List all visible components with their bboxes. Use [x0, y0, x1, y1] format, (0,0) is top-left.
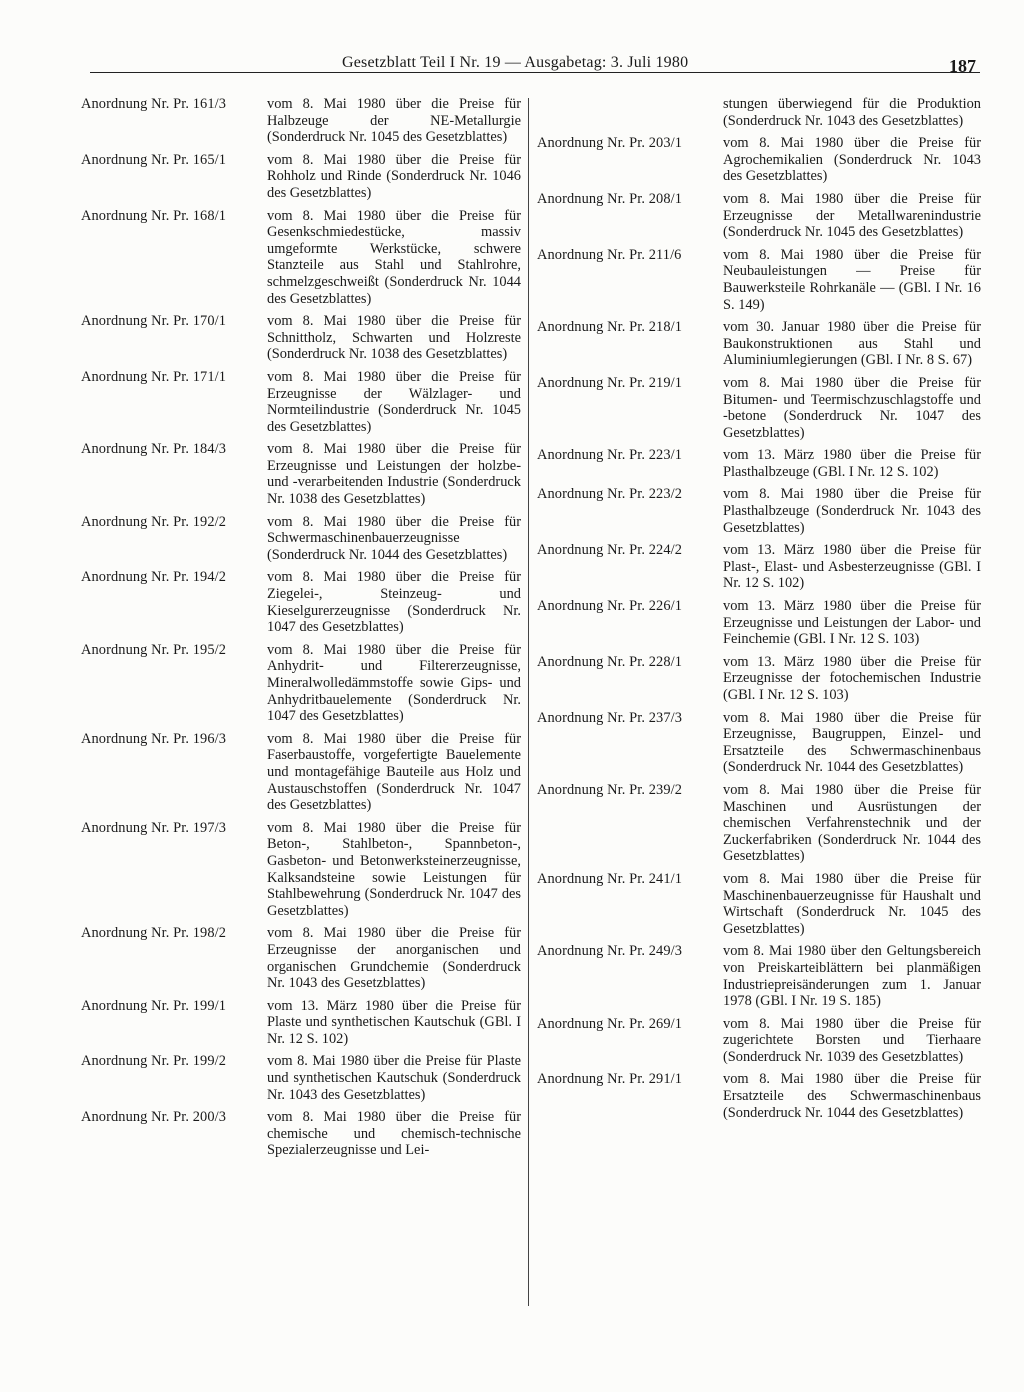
list-item: [81, 313, 521, 363]
list-item: [537, 654, 981, 704]
list-item: [537, 782, 981, 865]
list-item: [81, 514, 521, 564]
entry-text: vom 13. März 1980 über die Preise für Plast-, Elast- und Asbesterzeugnisse (GBl. I Nr. 12 S. 102): [723, 542, 981, 592]
header-title: Gesetzblatt Teil I Nr. 19 — Ausgabetag: 3. Juli 1980: [342, 54, 689, 71]
list-item: [81, 731, 521, 814]
continuation-text: stungen überwiegend für die Produktion (Sonderdruck Nr. 1043 des Gesetzblattes): [723, 96, 981, 129]
entry-text: vom 13. März 1980 über die Preise für Plaste und synthetischen Kautschuk (GBl. I Nr. 12 S. 102): [267, 997, 521, 1047]
list-item: [81, 569, 521, 635]
list-item: [81, 1109, 521, 1159]
entry-label: Anordnung Nr. Pr. 223/2: [537, 486, 683, 503]
entry-label: Anordnung Nr. Pr. 199/2: [81, 1053, 227, 1070]
entry-text: vom 8. Mai 1980 über die Preise für Ersatzteile des Schwermaschinenbaus (Sonderdruck Nr. 1044 des Gesetzblattes): [723, 1071, 981, 1121]
list-item: [537, 943, 981, 1009]
entry-text: vom 8. Mai 1980 über die Preise für Neubauleistungen — Preise für Bauwerksteile Rohrkanäle — (GBl. I Nr. 16 S. 149): [723, 246, 981, 313]
list-item: [81, 1053, 521, 1103]
list-item: [537, 191, 981, 241]
left-column: [81, 96, 521, 1165]
list-item: [81, 152, 521, 202]
entry-label: Anordnung Nr. Pr. 224/2: [537, 542, 683, 559]
right-column: [537, 96, 981, 1127]
list-item: [537, 598, 981, 648]
entry-label: Anordnung Nr. Pr. 171/1: [81, 368, 227, 385]
entry-text: vom 13. März 1980 über die Preise für Plasthalbzeuge (GBl. I Nr. 12 S. 102): [723, 447, 981, 480]
list-item: [537, 375, 981, 441]
list-item: [81, 96, 521, 146]
entry-label: Anordnung Nr. Pr. 237/3: [537, 709, 683, 726]
entry-label: Anordnung Nr. Pr. 291/1: [537, 1071, 683, 1088]
entry-label: Anordnung Nr. Pr. 241/1: [537, 870, 683, 887]
list-item: [537, 1071, 981, 1121]
entry-text: vom 8. Mai 1980 über die Preise für Erzeugnisse, Baugruppen, Einzel- und Ersatzteile des Schwermaschinenbaus (Sonderdruck Nr. 1044 des Gesetzblattes): [723, 709, 981, 776]
entry-label: Anordnung Nr. Pr. 168/1: [81, 207, 227, 224]
entry-text: vom 8. Mai 1980 über die Preise für Plaste und synthetischen Kautschuk (Sonderdruck Nr. 1043 des Gesetzblattes): [267, 1053, 521, 1103]
entry-label: Anordnung Nr. Pr. 269/1: [537, 1015, 683, 1032]
page-header: [90, 50, 980, 76]
entry-label: Anordnung Nr. Pr. 211/6: [537, 246, 682, 263]
list-item: [81, 820, 521, 920]
entry-text: vom 8. Mai 1980 über die Preise für Schnittholz, Schwarten und Holzreste (Sonderdruck Nr. 1038 des Gesetzblattes): [267, 313, 521, 363]
entry-text: vom 13. März 1980 über die Preise für Erzeugnisse und Leistungen der Labor- und Feinchemie (GBl. I Nr. 12 S. 103): [723, 598, 981, 648]
list-item: [537, 1016, 981, 1066]
list-item: [81, 441, 521, 507]
entry-text: vom 8. Mai 1980 über die Preise für Maschinenbauerzeugnisse für Haushalt und Wirtschaft (Sonderdruck Nr. 1045 des Gesetzblattes): [723, 870, 981, 937]
list-item: [81, 208, 521, 308]
list-item: [537, 486, 981, 536]
list-item: [537, 710, 981, 776]
entry-text: vom 8. Mai 1980 über die Preise für Bitumen- und Teermischzuschlagstoffe und -betone (Sonderdruck Nr. 1047 des Gesetzblattes): [723, 374, 981, 441]
entry-label: Anordnung Nr. Pr. 208/1: [537, 190, 683, 207]
column-divider: [528, 98, 529, 1306]
entry-text: vom 8. Mai 1980 über die Preise für Maschinen und Ausrüstungen der chemischen Verfahrenstechnik und der Zuckerfabriken (Sonderdruck Nr. 1044 des Gesetzblattes): [723, 781, 981, 865]
entry-label: Anordnung Nr. Pr. 219/1: [537, 374, 683, 391]
entry-label: Anordnung Nr. Pr. 200/3: [81, 1109, 227, 1126]
entry-text: vom 13. März 1980 über die Preise für Erzeugnisse der fotochemischen Industrie (GBl. I Nr. 12 S. 103): [723, 653, 981, 703]
entry-label: Anordnung Nr. Pr. 203/1: [537, 135, 683, 152]
entry-label: Anordnung Nr. Pr. 184/3: [81, 441, 227, 458]
entry-text: vom 8. Mai 1980 über die Preise für zugerichtete Borsten und Tierhaare (Sonderdruck Nr. 1039 des Gesetzblattes): [723, 1015, 981, 1065]
entry-text: vom 8. Mai 1980 über die Preise für Erzeugnisse der anorganischen und organischen Grundchemie (Sonderdruck Nr. 1043 des Gesetzblattes): [267, 925, 521, 992]
entry-label: Anordnung Nr. Pr. 239/2: [537, 781, 683, 798]
entry-text: vom 8. Mai 1980 über die Preise für Faserbaustoffe, vorgefertigte Bauelemente und montagefähige Bauteile aus Holz und Austauschstoffen (Sonderdruck Nr. 1047 des Gesetzblattes): [267, 730, 521, 814]
page-number: 187: [949, 56, 976, 76]
entry-text: vom 8. Mai 1980 über die Preise für Erzeugnisse der Wälzlager- und Normteilindustrie (Sonderdruck Nr. 1045 des Gesetzblattes): [267, 368, 521, 435]
entry-label: Anordnung Nr. Pr. 196/3: [81, 730, 227, 747]
list-item: [537, 871, 981, 937]
entry-text: vom 8. Mai 1980 über die Preise für Halbzeuge der NE-Metallurgie (Sonderdruck Nr. 1045 des Gesetzblattes): [267, 96, 521, 146]
entry-label: Anordnung Nr. Pr. 161/3: [81, 96, 227, 112]
entry-label: Anordnung Nr. Pr. 218/1: [537, 319, 683, 336]
entry-label: Anordnung Nr. Pr. 192/2: [81, 513, 227, 530]
entry-label: Anordnung Nr. Pr. 170/1: [81, 313, 227, 330]
entry-text: vom 8. Mai 1980 über die Preise für Schwermaschinenbauerzeugnisse (Sonderdruck Nr. 1044 des Gesetzblattes): [267, 513, 521, 563]
list-item: [537, 247, 981, 313]
entry-label: Anordnung Nr. Pr. 228/1: [537, 653, 683, 670]
list-item: [537, 542, 981, 592]
entry-text: vom 8. Mai 1980 über die Preise für Anhydrit- und Filtererzeugnisse, Mineralwolledämmstoffe sowie Gips- und Anhydritbauelemente (Sonderdruck Nr. 1047 des Gesetzblattes): [267, 641, 521, 725]
entry-label: Anordnung Nr. Pr. 223/1: [537, 447, 683, 464]
entry-label: Anordnung Nr. Pr. 195/2: [81, 641, 227, 658]
entry-label: Anordnung Nr. Pr. 165/1: [81, 151, 227, 168]
list-item: [537, 135, 981, 185]
entry-text: vom 8. Mai 1980 über die Preise für Ziegelei-, Steinzeug- und Kieselgurerzeugnisse (Sonderdruck Nr. 1047 des Gesetzblattes): [267, 569, 521, 636]
entry-text: vom 8. Mai 1980 über die Preise für chemische und chemisch-technische Spezialerzeugnisse und Lei-: [267, 1109, 521, 1159]
entry-label: Anordnung Nr. Pr. 197/3: [81, 819, 227, 836]
list-item: [81, 642, 521, 725]
entry-text: vom 8. Mai 1980 über die Preise für Erzeugnisse der Metallwarenindustrie (Sonderdruck Nr. 1045 des Gesetzblattes): [723, 190, 981, 241]
entry-text: vom 8. Mai 1980 über die Preise für Agrochemikalien (Sonderdruck Nr. 1043 des Gesetzblattes): [723, 135, 981, 185]
entry-text: vom 8. Mai 1980 über die Preise für Rohholz und Rinde (Sonderdruck Nr. 1046 des Gesetzblattes): [267, 151, 521, 201]
list-item: [81, 369, 521, 435]
entry-text: vom 8. Mai 1980 über die Preise für Erzeugnisse und Leistungen der holzbe- und -verarbeitenden Industrie (Sonderdruck Nr. 1038 des Gesetzblattes): [267, 441, 521, 508]
list-item: [81, 998, 521, 1048]
entry-text: vom 30. Januar 1980 über die Preise für Baukonstruktionen aus Stahl und Aluminiumlegierungen (GBl. I Nr. 8 S. 67): [723, 319, 981, 369]
entry-text: vom 8. Mai 1980 über die Preise für Plasthalbzeuge (Sonderdruck Nr. 1043 des Gesetzblattes): [723, 486, 981, 536]
list-item: [537, 319, 981, 369]
entry-label: Anordnung Nr. Pr. 194/2: [81, 569, 227, 586]
entry-label: Anordnung Nr. Pr. 226/1: [537, 598, 683, 615]
entry-text: vom 8. Mai 1980 über den Geltungsbereich von Preiskarteiblättern bei planmäßigen Industriepreisänderungen zum 1. Januar 1978 (GBl. I Nr. 19 S. 185): [723, 943, 981, 1010]
entry-text: vom 8. Mai 1980 über die Preise für Gesenkschmiedestücke, massiv umgeformte Werkstücke, schwere Stanzteile aus Stahl und Stahlrohre, schmelzgeschweißt (Sonderdruck Nr. 1044 des Gesetzblattes): [267, 207, 521, 307]
entry-label: Anordnung Nr. Pr. 249/3: [537, 943, 683, 960]
list-item: [81, 925, 521, 991]
entry-label: Anordnung Nr. Pr. 199/1: [81, 997, 227, 1014]
list-item: [537, 447, 981, 480]
entry-text: vom 8. Mai 1980 über die Preise für Beton-, Stahlbeton-, Spannbeton-, Gasbeton- und Betonwerksteinerzeugnisse, Kalksandsteine sowie Leistungen für Stahlbewehrung (Sonderdruck Nr. 1047 des Gesetzblattes): [267, 819, 521, 919]
entry-label: Anordnung Nr. Pr. 198/2: [81, 925, 227, 942]
